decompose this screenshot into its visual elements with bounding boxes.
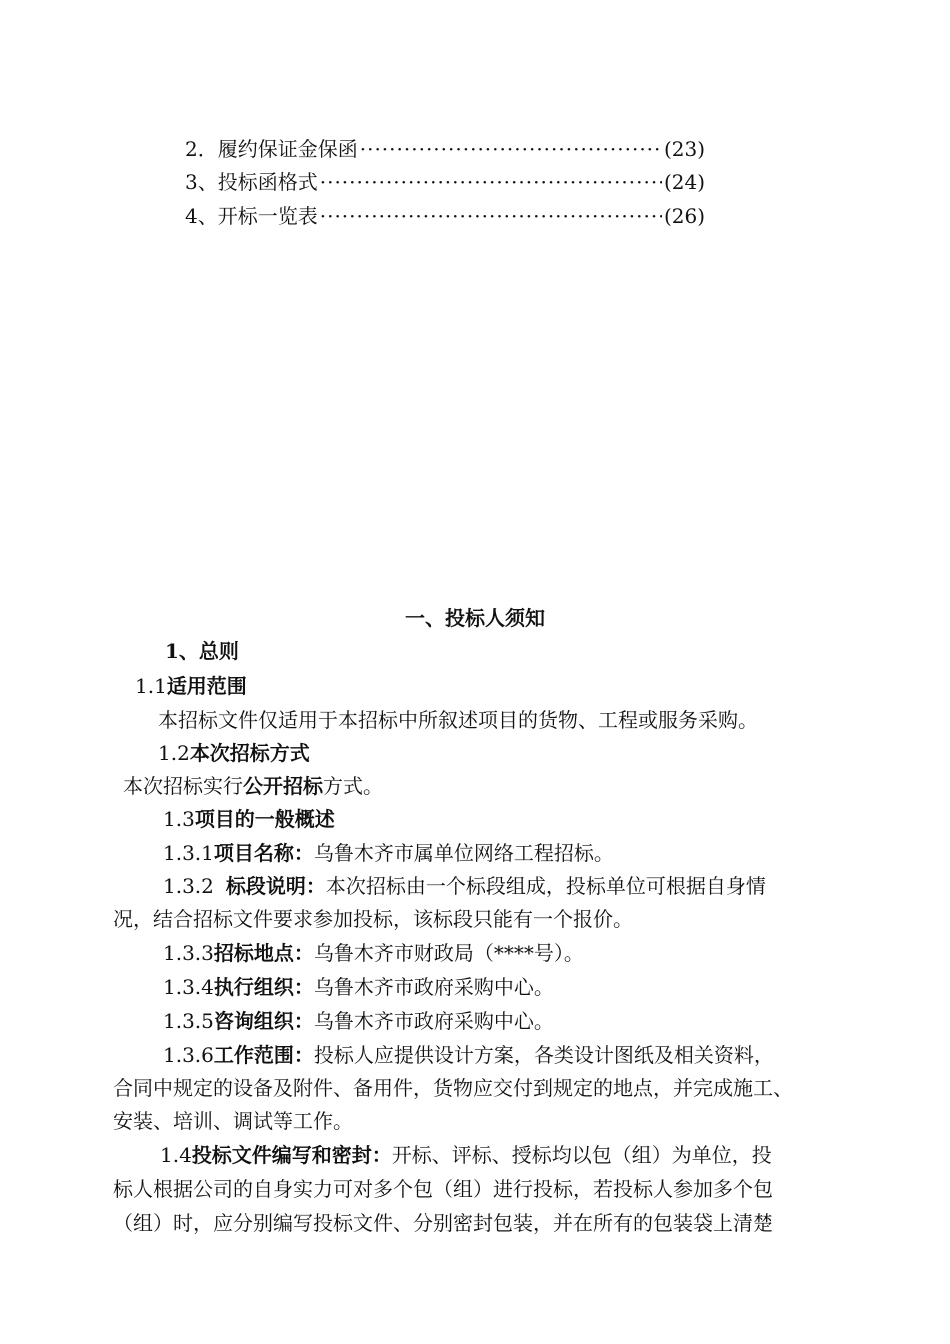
- text-run: 方式。: [323, 774, 383, 798]
- clause-text: 乌鲁木齐市财政局（****号）。: [313, 941, 584, 965]
- clause-title: 投标文件编写和密封：: [191, 1143, 392, 1167]
- clause-number: 1.3: [163, 807, 195, 831]
- clause-text: 开标、评标、授标均以包（组）为单位，投: [391, 1143, 772, 1167]
- clause-1-3-3: [163, 938, 584, 968]
- clause-number: 1.3.2: [163, 874, 214, 898]
- toc-entry: [185, 167, 705, 197]
- toc-label: 4、开标一览表: [185, 204, 318, 228]
- toc-leader: [320, 201, 662, 231]
- clause-title: 工作范围：: [213, 1043, 314, 1067]
- clause-1-3-2: [163, 871, 766, 901]
- clause-title: 适用范围: [166, 674, 247, 698]
- clause-number: 1.1: [135, 674, 167, 698]
- clause-1-3-5: [163, 1006, 554, 1036]
- clause-number: 1.2: [158, 741, 190, 765]
- clause-1-3-heading: [163, 804, 335, 834]
- clause-number: 1.3.4: [163, 975, 214, 999]
- clause-title: 咨询组织：: [213, 1009, 314, 1033]
- clause-1-3-1: [163, 838, 614, 868]
- toc-label: 3、投标函格式: [185, 170, 318, 194]
- clause-number: 1.3.3: [163, 941, 214, 965]
- toc-entry: [185, 201, 705, 231]
- text-run: 本次招标实行: [123, 774, 243, 798]
- clause-title: 项目的一般概述: [194, 807, 335, 831]
- section-title: 一、投标人须知: [405, 606, 545, 630]
- clause-number: 1.4: [160, 1143, 192, 1167]
- clause-1-4-cont: 标人根据公司的自身实力可对多个包（组）进行投标，若投标人参加多个包: [113, 1177, 773, 1201]
- toc-entry: [185, 134, 705, 164]
- clause-1-3-6-cont: 安装、培训、调试等工作。: [113, 1109, 353, 1133]
- clause-number: 1.3.1: [163, 841, 214, 865]
- toc-leader: [320, 167, 662, 197]
- toc-page: (23): [663, 137, 705, 161]
- clause-title: 招标地点：: [213, 941, 314, 965]
- clause-text: 乌鲁木齐市政府采购中心。: [313, 1009, 554, 1033]
- clause-1-2-heading: [158, 738, 310, 768]
- clause-number: 1.3.6: [163, 1043, 214, 1067]
- toc-page: (26): [663, 204, 705, 228]
- clause-title: 执行组织：: [213, 975, 314, 999]
- clause-1-2-text: [123, 771, 383, 801]
- clause-text: 投标人应提供设计方案，各类设计图纸及相关资料，: [313, 1043, 774, 1067]
- toc-label: 2．履约保证金保函: [185, 137, 358, 161]
- clause-1-4-cont: （组）时，应分别编写投标文件、分别密封包装，并在所有的包装袋上清楚: [113, 1211, 773, 1235]
- clause-text: 本次招标由一个标段组成，投标单位可根据自身情: [325, 874, 766, 898]
- clause-1-3-6: [163, 1040, 774, 1070]
- clause-title: 本次招标方式: [189, 741, 310, 765]
- toc-leader: [360, 134, 662, 164]
- clause-title: 项目名称：: [213, 841, 314, 865]
- clause-1-3-2-cont: 况，结合招标文件要求参加投标，该标段只能有一个报价。: [113, 907, 633, 931]
- clause-1-1-heading: [135, 671, 247, 701]
- clause-1-3-4: [163, 972, 554, 1002]
- clause-number: 1.3.5: [163, 1009, 214, 1033]
- clause-1-3-6-cont: 合同中规定的设备及附件、备用件，货物应交付到规定的地点，并完成施工、: [113, 1076, 793, 1100]
- toc-page: (24): [663, 170, 705, 194]
- clause-1-4: [160, 1140, 772, 1170]
- clause-text: 乌鲁木齐市属单位网络工程招标。: [313, 841, 614, 865]
- clause-text: 乌鲁木齐市政府采购中心。: [313, 975, 554, 999]
- bold-run: 公开招标: [243, 774, 323, 798]
- clause-1-1-text: 本招标文件仅适用于本招标中所叙述项目的货物、工程或服务采购。: [158, 708, 758, 732]
- general-heading: 1、总则: [165, 639, 239, 663]
- clause-title: 标段说明：: [225, 874, 326, 898]
